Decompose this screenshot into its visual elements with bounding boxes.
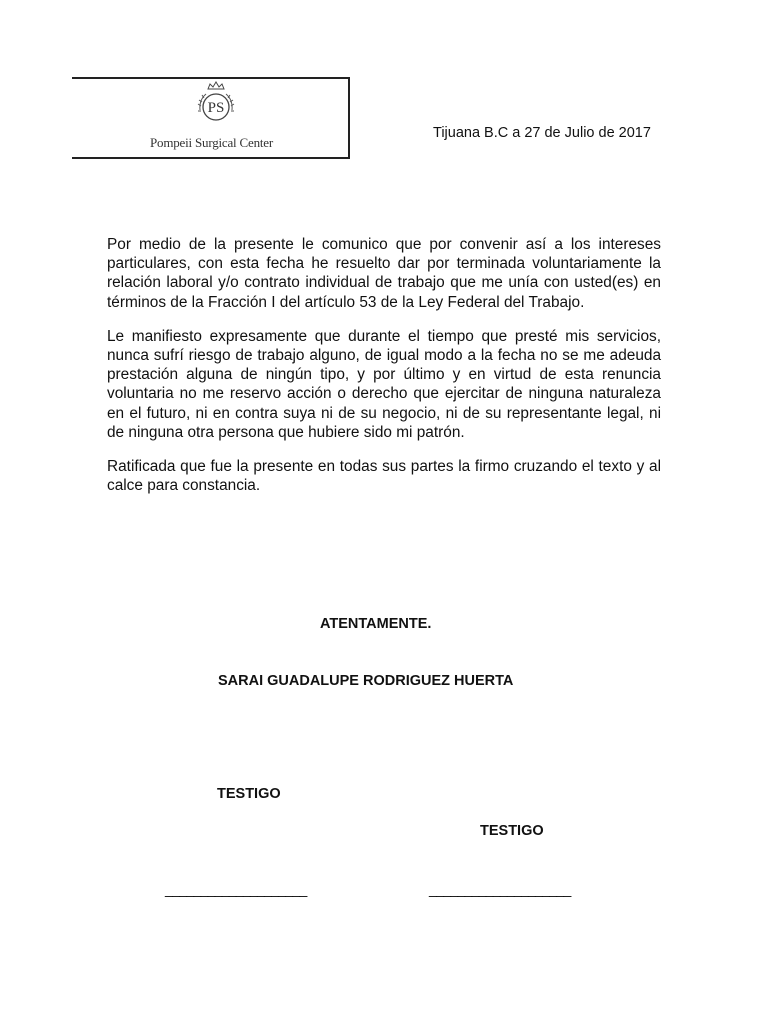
paragraph: Por medio de la presente le comunico que por convenir así a los intereses particulares, con esta fecha he resuelto dar por terminada voluntariamente la relación laboral y/o contrato individual de trabajo que me unía con usted(es) en términos de la Fracción I del artículo 53 de la Ley Federal del Trabajo. — [107, 236, 661, 311]
witness-label-1: TESTIGO — [217, 786, 281, 802]
signer-name: SARAI GUADALUPE RODRIGUEZ HUERTA — [218, 673, 514, 689]
closing: ATENTAMENTE. — [320, 616, 432, 632]
signature-line-1: ____________________ — [165, 882, 307, 898]
signature-line-2: ____________________ — [429, 882, 571, 898]
paragraph: Le manifiesto expresamente que durante el tiempo que presté mis servicios, nunca sufrí riesgo de trabajo alguno, de igual modo a la fecha no se me adeuda prestación alguna de ningún tipo, y por último y en virtud de esta renuncia voluntaria no me reservo acción o derecho que ejercitar de ninguna naturaleza en el futuro, ni en contra suya ni de su negocio, ni de su representante legal, ni de ninguna otra persona que hubiere sido mi patrón. — [107, 327, 661, 441]
crown-laurel-monogram-icon — [190, 80, 242, 132]
paragraph: Ratificada que fue la presente en todas sus partes la firmo cruzando el texto y al calce para constancia. — [107, 458, 661, 495]
witness-label-2: TESTIGO — [480, 823, 544, 839]
logo-name: Pompeii Surgical Center — [150, 135, 273, 150]
logo-monogram: PS — [207, 100, 225, 116]
letter-body — [107, 235, 661, 510]
date-line: Tijuana B.C a 27 de Julio de 2017 — [433, 125, 651, 141]
